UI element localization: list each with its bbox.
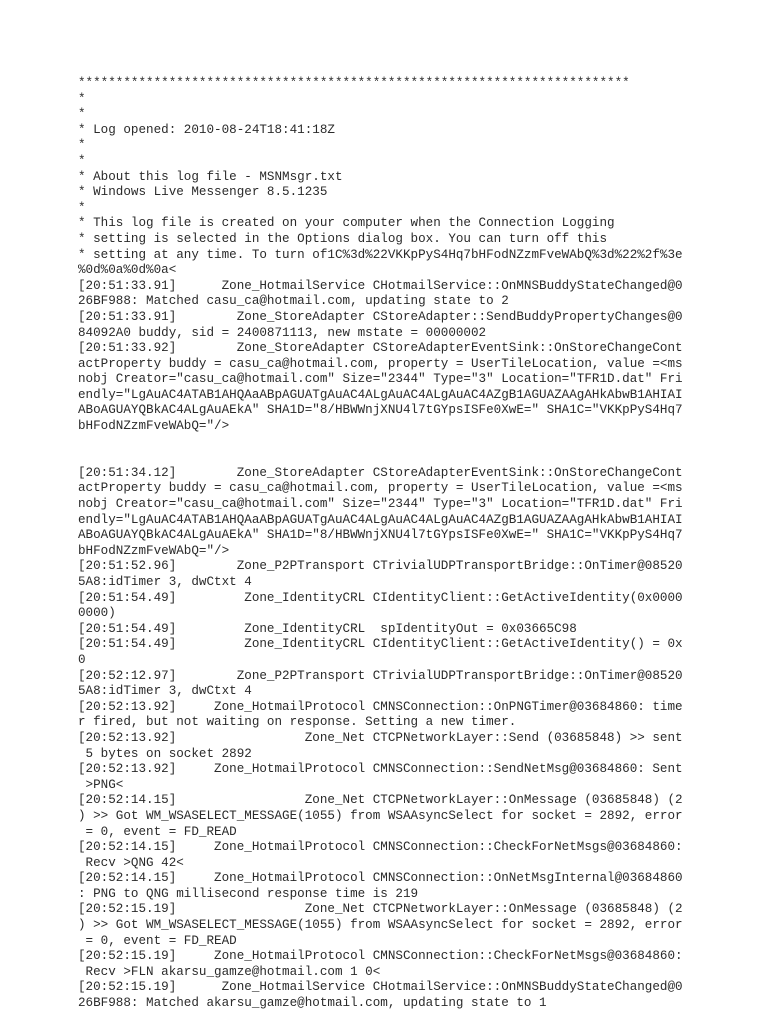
- log-line: Recv >FLN akarsu_gamze@hotmail.com 1 0<: [78, 964, 381, 979]
- log-line: [20:52:14.15] Zone_HotmailProtocol CMNSConnection::OnNetMsgInternal@03684860: [78, 871, 683, 886]
- log-line: [20:52:15.19] Zone_Net CTCPNetworkLayer::OnMessage (03685848) (2: [78, 902, 683, 917]
- log-line: r fired, but not waiting on response. Setting a new timer.: [78, 715, 517, 730]
- log-line: [20:51:33.92] Zone_StoreAdapter CStoreAdapterEventSink::OnStoreChangeCont: [78, 341, 683, 356]
- log-line: ABoAGUAYQBkAC4ALgAuAEkA" SHA1D="8/HBWWnjXNU4l7tGYpsISFe0XwE=" SHA1C="VKKpPyS4Hq7: [78, 528, 683, 543]
- log-line: endly="LgAuAC4ATAB1AHQAaABpAGUATgAuAC4ALgAuAC4ALgAuAC4AZgB1AGUAZAAgAHkAbwB1AHIAI: [78, 512, 683, 527]
- log-line: *: [78, 153, 86, 168]
- log-line: 5 bytes on socket 2892: [78, 746, 252, 761]
- log-line: ) >> Got WM_WSASELECT_MESSAGE(1055) from WSAAsyncSelect for socket = 2892, error: [78, 918, 683, 933]
- log-line: [20:51:52.96] Zone_P2PTransport CTrivialUDPTransportBridge::OnTimer@08520: [78, 559, 683, 574]
- log-line: 0000): [78, 606, 116, 621]
- log-line: bHFodNZzmFveWAbQ="/>: [78, 419, 230, 434]
- log-line: [20:52:12.97] Zone_P2PTransport CTrivialUDPTransportBridge::OnTimer@08520: [78, 668, 683, 683]
- log-line: %0d%0a%0d%0a<: [78, 263, 177, 278]
- log-line: bHFodNZzmFveWAbQ="/>: [78, 543, 230, 558]
- log-line: * This log file is created on your computer when the Connection Logging: [78, 216, 615, 231]
- log-line: = 0, event = FD_READ: [78, 933, 237, 948]
- log-line: *: [78, 91, 86, 106]
- log-line: 26BF988: Matched akarsu_gamze@hotmail.com, updating state to 1: [78, 996, 547, 1011]
- log-line: ) >> Got WM_WSASELECT_MESSAGE(1055) from WSAAsyncSelect for socket = 2892, error: [78, 808, 683, 823]
- log-line: [20:52:13.92] Zone_HotmailProtocol CMNSConnection::OnPNGTimer@03684860: time: [78, 699, 683, 714]
- log-line: Recv >QNG 42<: [78, 855, 184, 870]
- log-text: [78, 76, 698, 1012]
- log-line: nobj Creator="casu_ca@hotmail.com" Size="2344" Type="3" Location="TFR1D.dat" Fri: [78, 497, 683, 512]
- log-line: * setting is selected in the Options dialog box. You can turn off this: [78, 231, 608, 246]
- log-line: [20:51:34.12] Zone_StoreAdapter CStoreAdapterEventSink::OnStoreChangeCont: [78, 465, 683, 480]
- log-line: 5A8:idTimer 3, dwCtxt 4: [78, 684, 252, 699]
- log-line: 0: [78, 652, 86, 667]
- log-line: [20:51:54.49] Zone_IdentityCRL spIdentityOut = 0x03665C98: [78, 621, 577, 636]
- log-line: *: [78, 138, 86, 153]
- log-line: >PNG<: [78, 777, 124, 792]
- log-line: [20:52:13.92] Zone_Net CTCPNetworkLayer::Send (03685848) >> sent: [78, 730, 683, 745]
- log-line: nobj Creator="casu_ca@hotmail.com" Size="2344" Type="3" Location="TFR1D.dat" Fri: [78, 372, 683, 387]
- log-line: : PNG to QNG millisecond response time is 219: [78, 886, 419, 901]
- log-line: * Log opened: 2010-08-24T18:41:18Z: [78, 122, 335, 137]
- log-line: [78, 450, 698, 466]
- log-line: [20:51:54.49] Zone_IdentityCRL CIdentityClient::GetActiveIdentity(0x0000: [78, 590, 683, 605]
- log-line: [20:52:15.19] Zone_HotmailProtocol CMNSConnection::CheckForNetMsgs@03684860:: [78, 949, 683, 964]
- log-line: = 0, event = FD_READ: [78, 824, 237, 839]
- log-line: *************************************************************************: [78, 76, 630, 90]
- log-line: [20:51:54.49] Zone_IdentityCRL CIdentityClient::GetActiveIdentity() = 0x: [78, 637, 683, 652]
- log-line: *: [78, 107, 86, 122]
- log-line: * About this log file - MSNMsgr.txt: [78, 169, 343, 184]
- log-line: [20:52:13.92] Zone_HotmailProtocol CMNSConnection::SendNetMsg@03684860: Sent: [78, 762, 683, 777]
- log-line: endly="LgAuAC4ATAB1AHQAaABpAGUATgAuAC4ALgAuAC4ALgAuAC4AZgB1AGUAZAAgAHkAbwB1AHIAI: [78, 387, 683, 402]
- log-line: * setting at any time. To turn of1C%3d%22VKKpPyS4Hq7bHFodNZzmFveWAbQ%3d%22%2f%3e: [78, 247, 683, 262]
- log-line: [20:52:15.19] Zone_HotmailService CHotmailService::OnMNSBuddyStateChanged@0: [78, 980, 683, 995]
- log-line: ABoAGUAYQBkAC4ALgAuAEkA" SHA1D="8/HBWWnjXNU4l7tGYpsISFe0XwE=" SHA1C="VKKpPyS4Hq7: [78, 403, 683, 418]
- log-line: [20:52:14.15] Zone_HotmailProtocol CMNSConnection::CheckForNetMsgs@03684860:: [78, 840, 683, 855]
- log-line: [20:51:33.91] Zone_HotmailService CHotmailService::OnMNSBuddyStateChanged@0: [78, 278, 683, 293]
- log-line: 26BF988: Matched casu_ca@hotmail.com, updating state to 2: [78, 294, 509, 309]
- log-line: [20:51:33.91] Zone_StoreAdapter CStoreAdapter::SendBuddyPropertyChanges@0: [78, 309, 683, 324]
- log-line: actProperty buddy = casu_ca@hotmail.com, property = UserTileLocation, value =<ms: [78, 481, 683, 496]
- log-line: *: [78, 200, 86, 215]
- log-line: 84092A0 buddy, sid = 2400871113, new mstate = 00000002: [78, 325, 487, 340]
- log-line: actProperty buddy = casu_ca@hotmail.com, property = UserTileLocation, value =<ms: [78, 356, 683, 371]
- log-line: 5A8:idTimer 3, dwCtxt 4: [78, 575, 252, 589]
- log-line: [20:52:14.15] Zone_Net CTCPNetworkLayer::OnMessage (03685848) (2: [78, 793, 683, 808]
- log-line: * Windows Live Messenger 8.5.1235: [78, 185, 328, 200]
- log-line: [78, 435, 698, 451]
